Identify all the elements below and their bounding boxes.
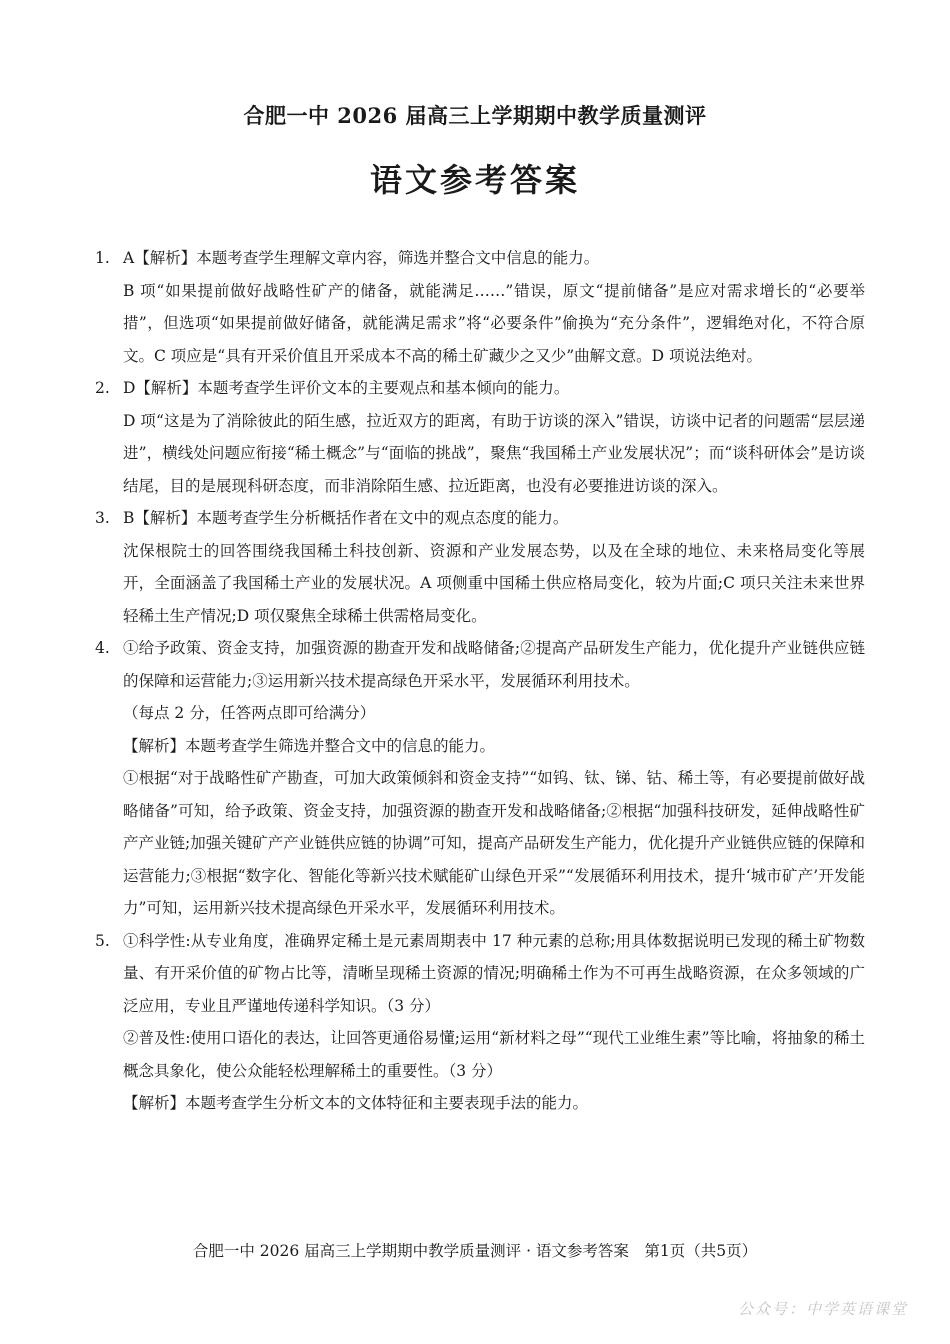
answer-body [123,502,865,632]
page-footer: 合肥一中 2026 届高三上学期期中教学质量测评 · 语文参考答案 第1页（共5页） [192,1242,758,1260]
watermark: 公众号：中学英语课堂 [737,1300,908,1318]
answer-number: 2. [95,379,110,397]
answer-number: 4. [95,639,110,657]
answer-body [123,632,865,925]
answer-summary: B【解析】本题考查学生分析概括作者在文中的观点态度的能力。 [123,509,569,527]
scoring-note: （每点 2 分，任答两点即可给满分） [123,704,376,722]
answer-body [123,372,865,502]
answer-summary: D【解析】本题考查学生评价文本的主要观点和基本倾向的能力。 [123,379,570,397]
answer-item-3 [95,502,865,632]
answer-item-4 [95,632,865,925]
answer-number: 1. [95,249,110,267]
page-title: 语文参考答案 [369,161,580,199]
answer-explanation: B 项“如果提前做好战略性矿产的储备，就能满足……”错误，原文“提前储备”是应对需求增长的“必要举措”，但选项“如果提前做好储备，就能满足需求”将“必要条件”偷换为“充分条件”，逻辑绝对化，不符合原文。C 项应是“具有开采价值且开采成本不高的稀土矿藏少之又少”曲解文意。D 项说法绝对。 [123,281,865,365]
answer-number: 5. [95,931,110,950]
answer-analysis-label: 【解析】本题考查学生筛选并整合文中的信息的能力。 [123,736,496,755]
answer-point-scientific: ①科学性:从专业角度，准确界定稀土是元素周期表中 17 种元素的总称;用具体数据说明已发现的稀土矿物数量、有开采价值的矿物占比等，清晰呈现稀土资源的情况;明确稀土作为不可再生战略资源，在众多领域的广泛应用，专业且严谨地传递科学知识。（3 分） [123,931,865,1015]
answer-number: 3. [95,509,110,527]
answer-body [123,925,865,1120]
exam-header-title: 合肥一中 2026 届高三上学期期中教学质量测评 [243,103,707,128]
answer-list [95,242,865,1120]
answer-explanation: D 项“这是为了消除彼此的陌生感，拉近双方的距离，有助于访谈的深入”错误，访谈中记者的问题需“层层递进”，横线处问题应衔接“稀土概念”与“面临的挑战”，聚焦“我国稀土产业发展状况”；而“谈科研体会”是访谈结尾，目的是展现科研态度，而非消除陌生感、拉近距离，也没有必要推进访谈的深入。 [123,411,865,495]
answer-point-popular: ②普及性:使用口语化的表达，让回答更通俗易懂;运用“新材料之母”“现代工业维生素”等比喻，将抽象的稀土概念具象化，使公众能轻松理解稀土的重要性。（3 分） [123,1029,865,1080]
answer-item-2 [95,372,865,502]
answer-analysis-label: 【解析】本题考查学生分析文本的文体特征和主要表现手法的能力。 [123,1094,589,1112]
answer-body [123,242,865,372]
answer-points: ①给予政策、资金支持，加强资源的勘查开发和战略储备;②提高产品研发生产能力，优化提升产业链供应链的保障和运营能力;③运用新兴技术提高绿色开采水平，发展循环利用技术。 [123,639,865,690]
answer-item-1 [95,242,865,372]
answer-explanation: 沈保根院士的回答围绕我国稀土科技创新、资源和产业发展态势，以及在全球的地位、未来格局变化等展开，全面涵盖了我国稀土产业的发展状况。A 项侧重中国稀土供应格局变化，较为片面;C 项只关注未来世界轻稀土生产情况;D 项仅聚焦全球稀土供需格局变化。 [123,541,865,625]
answer-explanation: ①根据“对于战略性矿产勘查，可加大政策倾斜和资金支持”“如钨、钛、锑、钴、稀土等，有必要提前做好战略储备”可知，给予政策、资金支持，加强资源的勘查开发和战略储备;②根据“加强科技研发，延伸战略性矿产产业链;加强关键矿产产业链供应链的协调”可知，提高产品研发生产能力，优化提升产业链供应链的保障和运营能力;③根据“数字化、智能化等新兴技术赋能矿山绿色开采”“发展循环利用技术，提升‘城市矿产’开发能力”可知，运用新兴技术提高绿色开采水平，发展循环利用技术。 [123,769,865,917]
answer-summary: A【解析】本题考查学生理解文章内容，筛选并整合文中信息的能力。 [123,249,600,267]
answer-item-5 [95,925,865,1120]
